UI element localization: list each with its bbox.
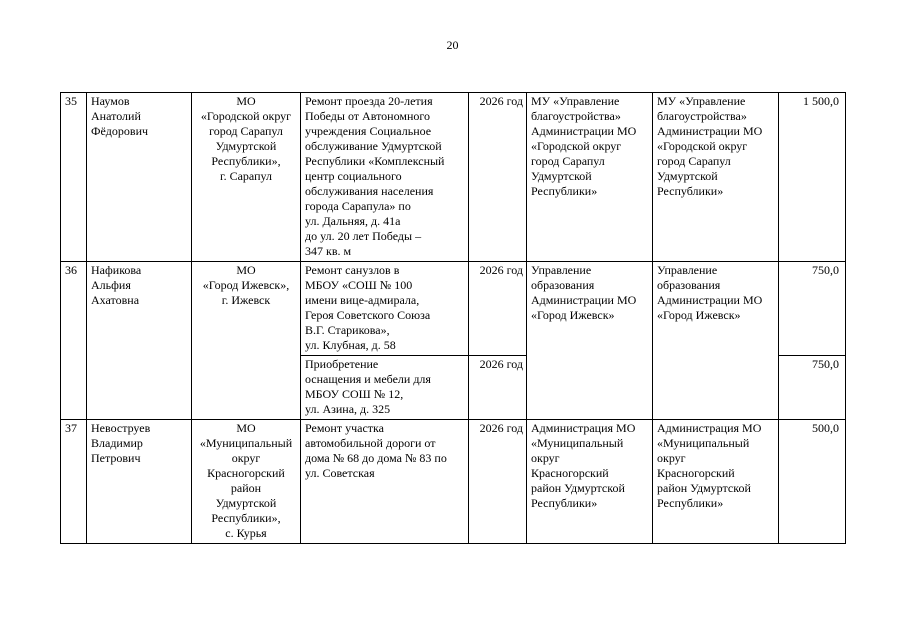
executor-organization: Управление образования Администрации МО «Город Ижевск» [527, 262, 653, 420]
amount: 750,0 [779, 262, 846, 356]
table-row-36 [61, 262, 846, 356]
row-number: 36 [61, 262, 87, 420]
page-number: 20 [446, 38, 459, 52]
amount: 1 500,0 [779, 93, 846, 262]
deputy-name: Нафикова Альфия Ахатовна [87, 262, 192, 420]
deputy-name: Невоструев Владимир Петрович [87, 420, 192, 544]
work-description: Ремонт участка автомобильной дороги от дома № 68 до дома № 83 по ул. Советская [301, 420, 469, 544]
work-description: Ремонт проезда 20-летия Победы от Автономного учреждения Социальное обслуживание Удмуртской Республики «Комплексный центр социального обслуживания населения города Сарапула» по ул. Дальняя, д. 41а до ул. 20 лет Победы – 347 кв. м [301, 93, 469, 262]
work-description: Ремонт санузлов в МБОУ «СОШ № 100 имени вице-адмирала, Героя Советского Союза В.Г. Старикова», ул. Клубная, д. 58 [301, 262, 469, 356]
table-row-35 [61, 93, 846, 262]
municipality: МО «Муниципальный округ Красногорский район Удмуртской Республики», с. Курья [192, 420, 301, 544]
table-row-37 [61, 420, 846, 544]
deputy-name: Наумов Анатолий Фёдорович [87, 93, 192, 262]
work-description: Приобретение оснащения и мебели для МБОУ СОШ № 12, ул. Азина, д. 325 [301, 356, 469, 420]
recipient-organization: Управление образования Администрации МО «Город Ижевск» [653, 262, 779, 420]
year: 2026 год [469, 356, 527, 420]
amount: 500,0 [779, 420, 846, 544]
row-number: 37 [61, 420, 87, 544]
row-number: 35 [61, 93, 87, 262]
municipality: МО «Городской округ город Сарапул Удмуртской Республики», г. Сарапул [192, 93, 301, 262]
year: 2026 год [469, 262, 527, 356]
executor-organization: Администрация МО «Муниципальный округ Красногорский район Удмуртской Республики» [527, 420, 653, 544]
executor-organization: МУ «Управление благоустройства» Администрации МО «Городской округ город Сарапул Удмуртской Республики» [527, 93, 653, 262]
year: 2026 год [469, 420, 527, 544]
year: 2026 год [469, 93, 527, 262]
municipality: МО «Город Ижевск», г. Ижевск [192, 262, 301, 420]
program-table [60, 92, 846, 544]
recipient-organization: МУ «Управление благоустройства» Администрации МО «Городской округ город Сарапул Удмуртской Республики» [653, 93, 779, 262]
recipient-organization: Администрация МО «Муниципальный округ Красногорский район Удмуртской Республики» [653, 420, 779, 544]
amount: 750,0 [779, 356, 846, 420]
